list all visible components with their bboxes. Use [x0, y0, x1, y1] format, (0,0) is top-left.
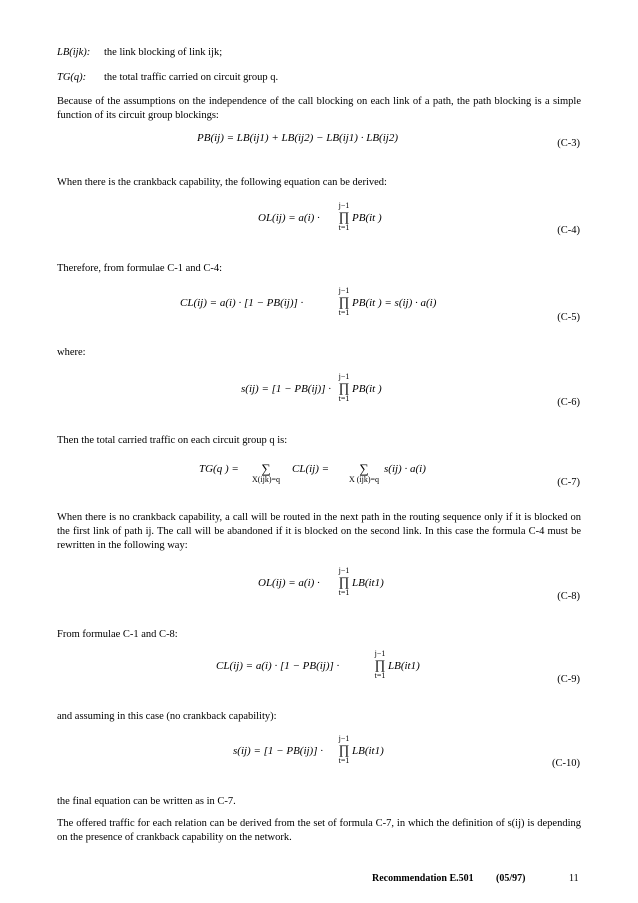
paragraph-crankback: When there is the crankback capability, the following equation can be derived:: [57, 177, 387, 188]
equation-c7-part1: TG(q ) =: [199, 463, 239, 475]
product-symbol-icon: ∏: [338, 209, 350, 224]
product-symbol-icon: ∏: [374, 657, 386, 672]
definition-text-lb: the link blocking of link ijk;: [104, 47, 223, 58]
paragraph-from-c1-c8: From formulae C-1 and C-8:: [57, 629, 178, 640]
sum-symbol-icon: ∑: [261, 461, 271, 476]
paragraph-total-traffic: Then the total carried traffic on each circuit group q is:: [57, 435, 288, 446]
paragraph-therefore: Therefore, from formulae C-1 and C-4:: [57, 263, 223, 274]
equation-number-c9: (C-9): [557, 674, 580, 685]
equation-number-c6: (C-6): [557, 397, 580, 408]
product-c10: j−1 ∏ t=1: [336, 734, 352, 765]
sum-c7-first: ∑ X(ijk)=q: [244, 462, 288, 484]
equation-c5-right: PB(it ) = s(ij) · a(i): [352, 297, 437, 309]
equation-c8-left: OL(ij) = a(i) ·: [258, 577, 320, 589]
sum-c7-second: ∑ X (ijk)=q: [340, 462, 388, 484]
equation-number-c7: (C-7): [557, 477, 580, 488]
equation-c7-part3: s(ij) · a(i): [384, 463, 426, 475]
footer-page-number: 11: [569, 873, 579, 884]
definition-label-tg: TG(q):: [57, 72, 87, 83]
sum-symbol-icon: ∑: [359, 461, 369, 476]
product-c6: j−1 ∏ t=1: [336, 372, 352, 403]
product-c5: j−1 ∏ t=1: [336, 286, 352, 317]
definition-text-tg: the total traffic carried on circuit group q.: [104, 72, 279, 83]
equation-number-c10: (C-10): [552, 758, 580, 769]
product-c9: j−1 ∏ t=1: [372, 649, 388, 680]
product-symbol-icon: ∏: [338, 742, 350, 757]
footer-recommendation: Recommendation E.501: [372, 873, 474, 884]
equation-number-c5: (C-5): [557, 312, 580, 323]
equation-c8-right: LB(it1): [352, 577, 384, 589]
paragraph-assuming: and assuming in this case (no crankback capability):: [57, 711, 277, 722]
equation-c6-right: PB(it ): [352, 383, 382, 395]
equation-c7-part2: CL(ij) =: [292, 463, 330, 475]
paragraph-path-blocking: Because of the assumptions on the independence of the call blocking on each link of a path, the path blocking is a simple function of its circuit group blockings:: [57, 96, 581, 122]
definition-label-lb: LB(ijk):: [57, 47, 91, 58]
paragraph-where: where:: [57, 347, 86, 358]
footer-date: (05/97): [496, 873, 526, 884]
equation-number-c3: (C-3): [557, 138, 580, 149]
equation-c5-left: CL(ij) = a(i) · [1 − PB(ij)] ·: [180, 297, 304, 309]
product-c8: j−1 ∏ t=1: [336, 566, 352, 597]
product-symbol-icon: ∏: [338, 294, 350, 309]
equation-number-c4: (C-4): [557, 225, 580, 236]
equation-c4-left: OL(ij) = a(i) ·: [258, 212, 320, 224]
product-symbol-icon: ∏: [338, 574, 350, 589]
paragraph-no-crankback: When there is no crankback capability, a call will be routed in the next path in the routing sequence only if it is blocked on the first link of path ij. The call will be abandoned if it is blocked on the second link. In this case the formula C-4 must be rewritten in the following way:: [57, 512, 581, 552]
paragraph-final-equation: the final equation can be written as in C-7.: [57, 796, 236, 807]
equation-c9-right: LB(it1): [388, 660, 420, 672]
equation-number-c8: (C-8): [557, 591, 580, 602]
equation-c3: PB(ij) = LB(ij1) + LB(ij2) − LB(ij1) · LB(ij2): [197, 132, 398, 144]
equation-c4-right: PB(it ): [352, 212, 382, 224]
equation-c10-right: LB(it1): [352, 745, 384, 757]
product-c4: j−1 ∏ t=1: [336, 201, 352, 232]
equation-c9-left: CL(ij) = a(i) · [1 − PB(ij)] ·: [216, 660, 340, 672]
equation-c10-left: s(ij) = [1 − PB(ij)] ·: [233, 745, 324, 757]
product-symbol-icon: ∏: [338, 380, 350, 395]
equation-c6-left: s(ij) = [1 − PB(ij)] ·: [241, 383, 332, 395]
paragraph-offered-traffic: The offered traffic for each relation can be derived from the set of formula C-7, in which the definition of s(ij) is depending on the presence of crankback capability on the network.: [57, 818, 581, 844]
